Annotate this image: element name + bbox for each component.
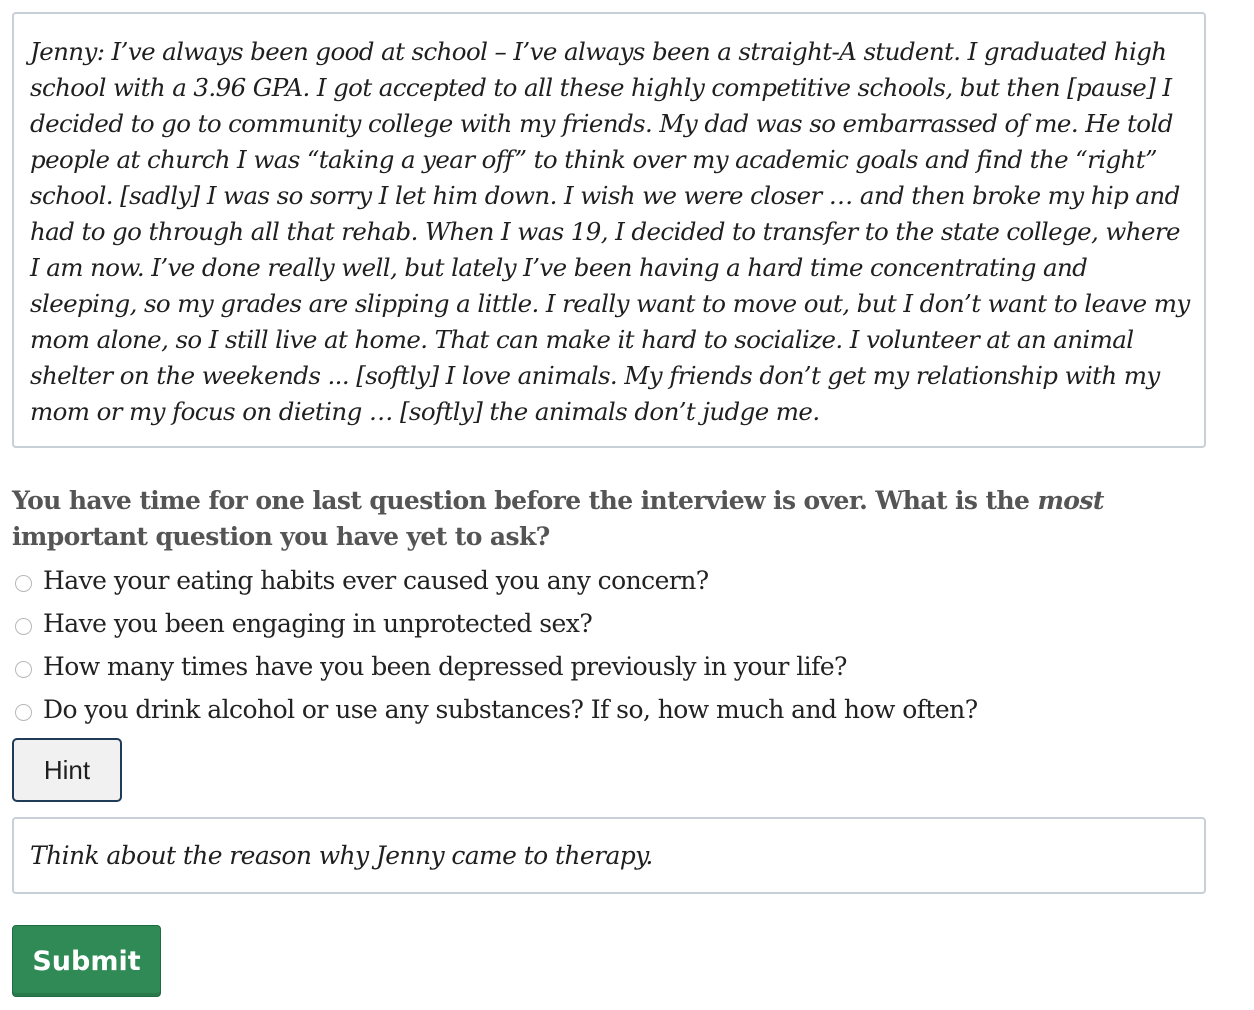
answer-options <box>12 559 978 731</box>
answer-option[interactable] <box>12 559 978 602</box>
option-label[interactable]: How many times have you been depressed previously in your life? <box>43 652 847 681</box>
answer-option[interactable] <box>12 645 978 688</box>
radio-unchecked-icon[interactable] <box>15 575 32 592</box>
radio-unchecked-icon[interactable] <box>15 618 32 635</box>
question-prefix: You have time for one last question before the interview is over. What is the <box>12 486 1038 515</box>
hint-panel <box>12 817 1206 894</box>
option-label[interactable]: Have you been engaging in unprotected sex? <box>43 609 593 638</box>
option-label[interactable]: Have your eating habits ever caused you any concern? <box>43 566 709 595</box>
radio-unchecked-icon[interactable] <box>15 704 32 721</box>
submit-button[interactable]: Submit <box>12 925 161 997</box>
hint-button[interactable]: Hint <box>12 738 122 802</box>
question-emphasis: most <box>1037 486 1104 515</box>
transcript-text: Jenny: I’ve always been good at school – I’ve always been a straight-A student. I graduated high school with a 3.96 GPA. I got accepted to all these highly competitive schools, but then [pause] I decided to go to community college with my friends. My dad was so embarrassed of me. He told people at church I was “taking a year off” to think over my academic goals and find the “right” school. [sadly] I was so sorry I let him down. I wish we were closer … and then broke my hip and had to go through all that rehab. When I was 19, I decided to transfer to the state college, where I am now. I’ve done really well, but lately I’ve been having a hard time concentrating and sleeping, so my grades are slipping a little. I really want to move out, but I don’t want to leave my mom alone, so I still live at home. That can make it hard to socialize. I volunteer at an animal shelter on the weekends ... [softly] I love animals. My friends don’t get my relationship with my mom or my focus on dieting … [softly] the animals don’t judge me. <box>30 37 1190 426</box>
question-prompt <box>12 483 1222 555</box>
option-label[interactable]: Do you drink alcohol or use any substances? If so, how much and how often? <box>43 695 978 724</box>
hint-text: Think about the reason why Jenny came to therapy. <box>30 841 653 870</box>
radio-unchecked-icon[interactable] <box>15 661 32 678</box>
transcript-panel <box>12 12 1206 448</box>
question-suffix: important question you have yet to ask? <box>12 522 550 551</box>
answer-option[interactable] <box>12 688 978 731</box>
answer-option[interactable] <box>12 602 978 645</box>
